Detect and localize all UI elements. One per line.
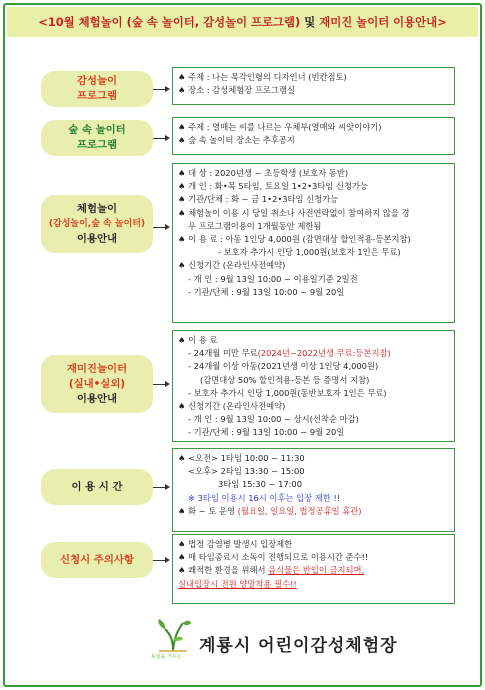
info-line-closed: (월요일, 일요일, 법정공휴일 휴관)	[237, 505, 362, 516]
arrow-icon	[165, 557, 170, 563]
label-title: 재미진놀이터	[66, 362, 128, 375]
info-line: ♠ 장소 : 감성체험장 프로그램실	[178, 85, 295, 96]
title-sub: 재미진 놀이터 이용안내	[319, 15, 438, 29]
info-line: - 개 인 : 9월 13일 10:00 ~ 상시(선착순 마감)	[188, 414, 359, 425]
center-logo	[153, 617, 193, 661]
title-bracket-close: >	[437, 15, 447, 29]
info-line: <오후> 2타임 13:30 ~ 15:00	[188, 466, 305, 477]
info-box-experience	[172, 163, 455, 323]
info-line: - 기관/단체 : 9월 13일 10:00 ~ 9월 20일	[188, 427, 345, 438]
info-line: - 기관/단체 : 9월 13일 10:00 ~ 9월 20일	[188, 286, 345, 297]
info-line: - 24개월 미만 무료	[188, 348, 258, 359]
info-line: ♠ 매 타임종료시 소독이 진행되므로 이용시간 준수!!	[178, 552, 369, 563]
info-line-warning: 음식물은 반입이 금지되며,	[268, 565, 365, 576]
info-line: ♠ 법정 감염병 발생시 입장제한	[178, 539, 293, 549]
info-line: ♠ 대 상 : 2020년생 ~ 초등학생 (보호자 동반)	[178, 168, 349, 178]
info-line: ♠ 화 ~ 토 운영	[178, 505, 238, 516]
page-frame	[3, 3, 482, 687]
info-line: - 개 인 : 9월 13일 10:00 ~ 이용일기준 2일전	[188, 273, 358, 284]
info-line: ♠ 개 인 : 화•목 5타임, 토요일 1•2•3타임 신청가능	[178, 181, 368, 192]
label-line: 프로그램	[76, 90, 118, 102]
label-sub: (실내•실외)	[68, 377, 126, 390]
label-hours	[41, 469, 153, 505]
title-joiner: 및	[304, 15, 316, 29]
info-line: ♠ 주제 : 나는 목각인형의 디자인너 (빈칸점토)	[178, 72, 347, 82]
arrow-icon	[165, 86, 170, 92]
info-line: - 보호자 추가시 인당 1,000원(동반보호자 1인은 무료)	[188, 387, 387, 398]
title-month: 10월	[47, 15, 75, 29]
info-line-notice: ※ 3타임 이용시 16시 이후는 입장 제한 !!	[188, 492, 341, 503]
label-line: 숲 속 놀이터	[68, 124, 126, 136]
info-line: ♠ 기관/단체 : 화 ~ 금 1•2•3타임 신청가능	[178, 194, 339, 205]
info-box-playground	[172, 330, 455, 442]
info-line: - 24개월 이상 아동(2021년생 이상 1인당 4,000원)	[188, 361, 379, 372]
label-playground-guide	[41, 355, 153, 413]
info-box-cautions	[172, 534, 455, 604]
label-experience-guide	[41, 195, 153, 253]
info-line: 3타임 15:30 ~ 17:00	[218, 479, 302, 490]
label-cautions	[41, 542, 153, 578]
page-title	[7, 7, 478, 37]
info-line: ♠ 이 용 료	[178, 335, 218, 345]
info-line-warning: 우 프로그램이용이 1개월동안 제한됨	[188, 220, 322, 231]
center-name: 계룡시 어린이감성체험장	[199, 636, 398, 656]
info-line: ♠ <오전> 1타임 10:00 ~ 11:30	[178, 453, 305, 463]
info-line: - 보호자 추가시 인당 1,000원(보호자 1인은 무료)	[218, 247, 401, 258]
info-box-hours	[172, 448, 455, 532]
label-line: 프로그램	[76, 139, 118, 151]
info-line: ♠ 이 용 료 : 아동 1인당 4,000원 (감면대상 할인적용-등본지참)	[178, 234, 411, 245]
title-bracket-open: <	[38, 15, 48, 29]
arrow-icon	[165, 381, 170, 387]
info-line: (감면대상 50% 할인적용-등본 등 증명서 지참)	[200, 374, 370, 385]
label-sub: (감성놀이,숲 속 놀이터)	[48, 218, 146, 229]
info-line: ♠ 신청기간 (온라인사전예약)	[178, 401, 286, 412]
info-line-warning: 실내입장시 전원 양말착용 필수!!	[178, 578, 297, 589]
label-tail: 이용안내	[76, 392, 118, 405]
info-box-emotion	[172, 67, 455, 105]
info-line: ♠ 주제 : 열매는 씨를 나르는 우체부(열매와 씨앗이야기)	[178, 122, 382, 132]
label-line: 이 용 시 간	[71, 480, 123, 493]
label-line: 감성놀이	[76, 75, 118, 87]
footer	[153, 617, 398, 661]
title-main: 체험놀이 (숲 속 놀이터, 감성놀이 프로그램)	[78, 15, 301, 29]
info-line-highlight: (2024년~2022년생 무료:등본지참)	[257, 348, 391, 359]
arrow-icon	[165, 484, 170, 490]
label-tail: 이용안내	[76, 232, 118, 245]
info-line-warning: ♠ 체험놀이 이용 시 당일 취소나 사전연락없이 참여하지 않을 경	[178, 207, 410, 218]
info-line: ♠ 신청기간 (온라인사전예약)	[178, 260, 286, 271]
info-line: ♠ 쾌적한 환경을 위해서	[178, 565, 269, 576]
arrow-icon	[165, 224, 170, 230]
label-title: 체험놀이	[76, 202, 118, 215]
label-forest-program	[41, 120, 153, 156]
arrow-icon	[165, 135, 170, 141]
info-line: ♠ 숲 속 놀이터 장소는 추후공지	[178, 135, 295, 146]
label-line: 신청시 주의사항	[60, 553, 134, 566]
info-box-forest	[172, 117, 455, 155]
sprout-icon	[153, 617, 193, 653]
label-emotion-program	[41, 71, 153, 107]
logo-caption: 동심을 키우는	[151, 654, 182, 660]
